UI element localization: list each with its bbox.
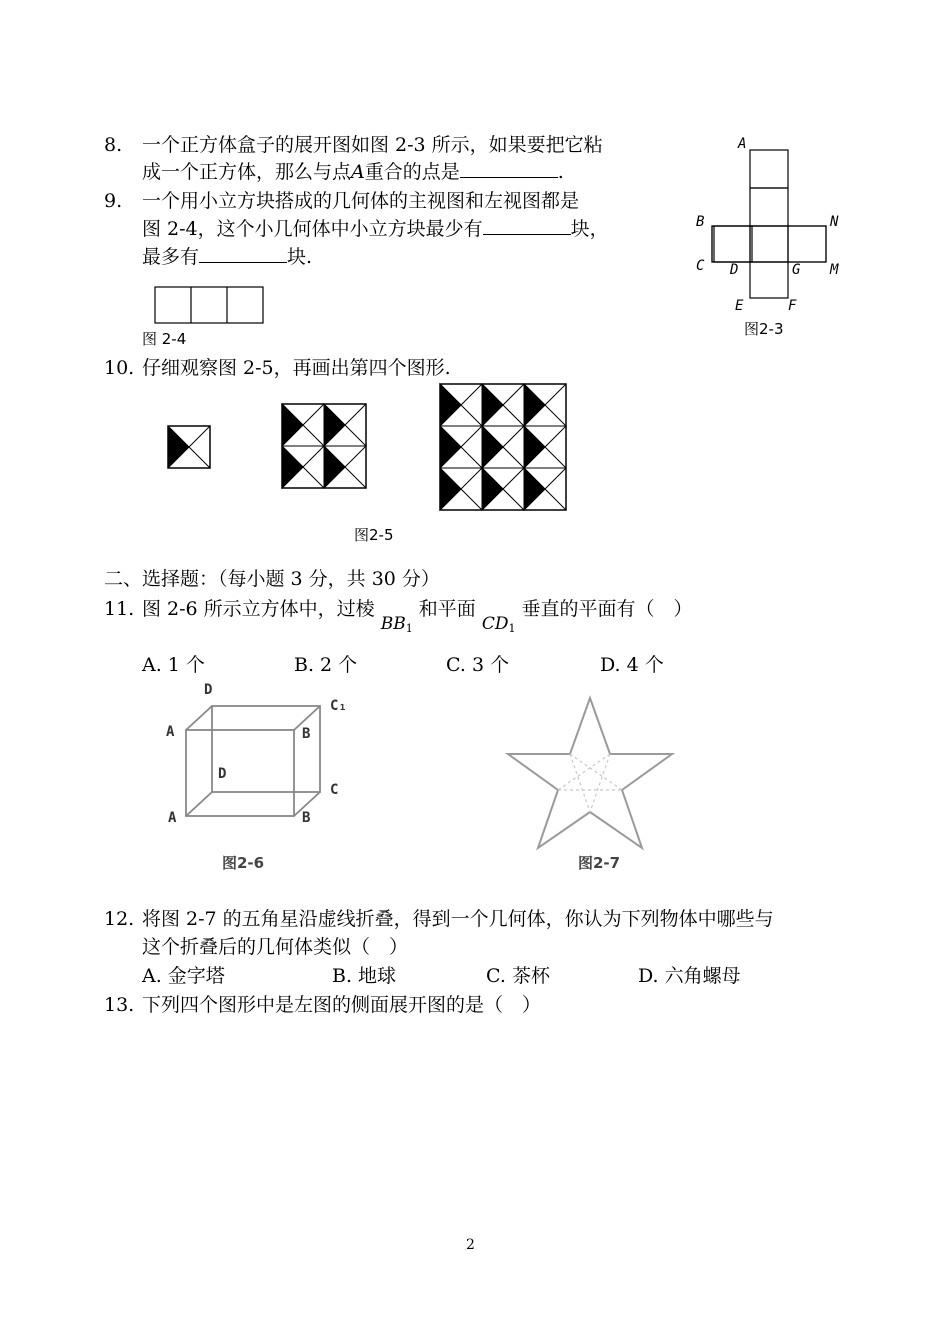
fig26-label-B1: B <box>302 726 311 742</box>
fig26-label-B: B <box>302 810 311 826</box>
q13-number: 13. <box>104 994 135 1016</box>
q8-point: A <box>351 161 365 183</box>
q13-text: 下列四个图形中是左图的侧面展开图的是（ ） <box>142 994 542 1016</box>
figure-2-3-net <box>748 148 828 300</box>
fig23-label-C: C <box>696 258 705 274</box>
page-number: 2 <box>466 1237 475 1253</box>
q12-option-b: B. 地球 <box>332 965 397 987</box>
q9-number: 9. <box>104 190 123 212</box>
q9-max-blank[interactable] <box>199 244 287 263</box>
figure-2-3-caption: 图2-3 <box>744 320 784 338</box>
q9-line3 <box>142 244 312 271</box>
q8-line2a: 成一个正方体，那么与点 <box>142 161 352 183</box>
figure-2-4-caption: 图 2-4 <box>142 330 187 348</box>
q8-line1: 一个正方体盒子的展开图如图 2-3 所示，如果要把它粘 <box>142 134 603 156</box>
q8-answer-blank[interactable] <box>460 159 558 178</box>
q11-option-c: C. 3 个 <box>446 654 510 676</box>
figure-2-7-caption: 图2-7 <box>578 854 621 872</box>
q9-line3b: 块. <box>287 246 313 268</box>
fig23-label-M: M <box>830 262 839 278</box>
q10-text: 仔细观察图 2-5，再画出第四个图形. <box>142 357 451 379</box>
figure-2-5-caption: 图2-5 <box>354 526 394 544</box>
figure-2-3-left-square <box>712 226 752 266</box>
q12-number: 12. <box>104 908 135 930</box>
q11-text-b: 和平面 <box>418 598 476 620</box>
q11-text-a: 图 2-6 所示立方体中，过棱 <box>142 598 375 620</box>
figure-2-5-pattern-1 <box>168 426 212 470</box>
q12-option-a: A. 金字塔 <box>142 965 225 987</box>
q11-number: 11. <box>104 598 135 620</box>
figure-2-5-pattern-3 <box>440 384 568 512</box>
fig26-label-A: A <box>168 810 177 826</box>
q10-number: 10. <box>104 357 135 379</box>
q8-end: . <box>557 161 564 183</box>
q11-plane: $CD_1$ <box>481 614 516 635</box>
q12-line1: 将图 2-7 的五角星沿虚线折叠，得到一个几何体，你认为下列物体中哪些与 <box>142 908 774 930</box>
section-2-title: 二、选择题：（每小题 3 分，共 30 分） <box>104 568 440 590</box>
q11-text <box>142 596 693 635</box>
fig26-label-A1: A <box>166 724 175 740</box>
q9-line2 <box>142 216 609 243</box>
fig23-label-N: N <box>830 214 839 230</box>
fig23-label-B: B <box>696 214 705 230</box>
q11-text-c: 垂直的平面有（ ） <box>521 598 693 620</box>
q12-option-d: D. 六角螺母 <box>638 965 741 987</box>
fig26-label-D: D <box>204 682 213 698</box>
q11-edge: $BB_1$ <box>380 614 413 635</box>
fig26-label-C1: C₁ <box>330 698 347 714</box>
figure-2-6-caption: 图2-6 <box>222 854 265 872</box>
figure-2-7-star <box>506 694 678 854</box>
figure-2-4-view <box>154 286 266 326</box>
fig23-label-F: F <box>788 298 797 314</box>
q9-line1: 一个用小立方块搭成的几何体的主视图和左视图都是 <box>142 190 580 212</box>
q8-line2 <box>142 159 564 186</box>
q9-min-blank[interactable] <box>483 216 571 235</box>
figure-2-5-pattern-2 <box>282 404 370 492</box>
fig26-label-C: C <box>330 782 339 798</box>
fig26-label-D0: D <box>218 766 227 782</box>
q11-option-b: B. 2 个 <box>294 654 358 676</box>
q9-line2a: 图 2-4，这个小几何体中小立方块最少有 <box>142 218 483 240</box>
fig23-label-E: E <box>735 298 744 314</box>
q9-line2b: 块， <box>570 218 609 240</box>
q11-option-a: A. 1 个 <box>142 654 205 676</box>
q12-option-c: C. 茶杯 <box>486 965 550 987</box>
q8-number: 8. <box>104 134 123 156</box>
q12-line2: 这个折叠后的几何体类似（ ） <box>142 936 409 958</box>
fig23-label-A: A <box>738 136 747 152</box>
fig23-label-D: D <box>730 262 739 278</box>
q9-line3a: 最多有 <box>142 246 200 268</box>
q11-option-d: D. 4 个 <box>600 654 664 676</box>
q8-line2b: 重合的点是 <box>364 161 460 183</box>
fig23-label-G: G <box>792 262 801 278</box>
